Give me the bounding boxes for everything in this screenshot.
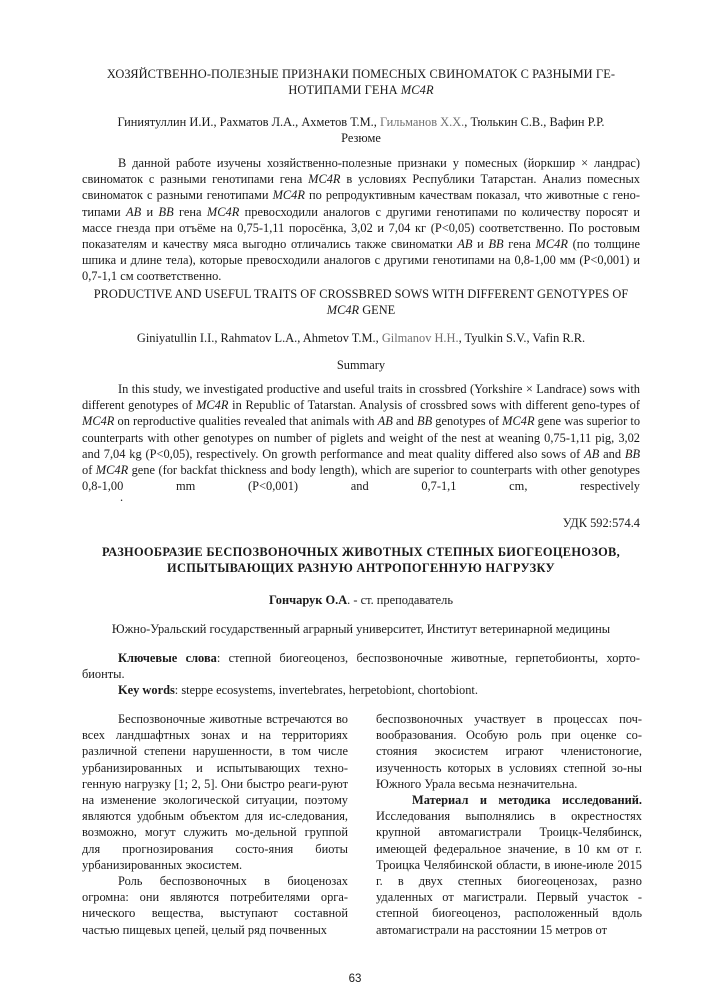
italic-term: MC4R: [272, 188, 305, 203]
article1-authors-en: [82, 330, 640, 346]
gene-name: MC4R: [400, 83, 434, 98]
italic-term: MC4R: [502, 414, 535, 429]
keywords-en-label: Key words: [118, 683, 175, 697]
body-paragraph: Беспозвоночные животные встречаются во всех ландшафтных зонах и на территориях различной степени нарушенности, в том числе урбанизированных и испытывающих техно-генную нагрузку [1; 2, 5]. Они быстро реаги-руют на изменение экологической ситуации, поэтому являются удобным объектом для ис-следования, возможно, могут служить мо-дельной группой для прогнозирования состо-яния биоты урбанизированных экосистем.: [82, 712, 348, 872]
keywords-en-text: : steppe ecosystems, invertebrates, herpetobiont, chortobiont.: [174, 683, 478, 697]
body-column-left: [82, 711, 348, 938]
keywords-ru: [82, 650, 640, 682]
summary-heading: Summary: [336, 358, 386, 372]
authors-text: , Тюлькин С.В., Вафин Р.Р.: [464, 115, 605, 129]
article2-title: [82, 544, 640, 576]
italic-term: AB: [126, 204, 142, 219]
highlighted-author: Gilmanov H.H.: [381, 331, 459, 345]
udk-code: УДК 592:574.4: [562, 516, 640, 530]
italic-term: MC4R: [308, 172, 341, 187]
italic-term: BB: [417, 414, 433, 429]
title-en-line2: GENE: [359, 303, 396, 318]
article2-title-line1: РАЗНООБРАЗИЕ БЕСПОЗВОНОЧНЫХ ЖИВОТНЫХ СТЕПНЫХ БИОГЕОЦЕНОЗОВ,: [101, 545, 620, 559]
article2-author: [82, 592, 640, 608]
section-text: Исследования выполнялись в окрестностях крупной автомагистрали Троицк-Челябинск, имеющей федеральное значение, в 10 км от г. Троицка Челябинской области, в июне-июле 2015 г. в двух степных биогеоценозах, разно удаленных от магистрали. Первый участок - степной биогеоценоз, расположенный вдоль автомагистрали на расстоянии 15 метров от: [376, 809, 642, 937]
italic-term: AB: [457, 237, 473, 252]
page-number: 63: [348, 973, 362, 985]
body-paragraph: [376, 792, 642, 938]
gene-name: MC4R: [326, 303, 360, 318]
italic-term: AB: [584, 446, 600, 461]
italic-term: MC4R: [535, 237, 568, 252]
italic-term: BB: [488, 237, 504, 252]
body-paragraph: Роль беспозвоночных в биоценозах огромна: они являются потребителями орга-нического вещества, выступают составной частью пищевых цепей, целый ряд почвенных: [82, 874, 348, 937]
keywords-ru-text: : степной биогеоценоз, беспозвоночные животные, герпетобионты, хорто-бионты.: [82, 651, 640, 682]
body-column-right: [376, 711, 642, 938]
article2-title-line2: ИСПЫТЫВАЮЩИХ РАЗНУЮ АНТРОПОГЕННУЮ НАГРУЗКУ: [167, 561, 555, 576]
title-ru-line1: ХОЗЯЙСТВЕННО-ПОЛЕЗНЫЕ ПРИЗНАКИ ПОМЕСНЫХ СВИНОМАТОК С РАЗНЫМИ ГЕ-: [106, 67, 616, 81]
italic-term: AB: [377, 414, 393, 429]
body-paragraph: беспозвоночных участвует в процессах поч-вообразования. Особую роль при оценке со-стояния экосистем играют членистоногие, изученность которых в условиях степной зо-ны Южного Урала весьма незначительна.: [376, 712, 642, 791]
italic-term: MC4R: [95, 463, 129, 478]
affiliation: Южно-Уральский государственный аграрный университет, Институт ветеринарной медицины: [111, 622, 611, 636]
author-role: . - ст. преподаватель: [347, 593, 453, 607]
abstract-ru: В данной работе изучены хозяйственно-полезные признаки у помесных (йоркшир × ландрас) свиноматок с разными генотипами гена MC4R в условиях Республики Татарстан. Анализ помесных свиноматок с разными генотипами MC4R по репродуктивным качествам показал, что животные с гено-типами AB и BB гена MC4R превосходили аналогов с другими генотипами по количеству поросят и массе гнезда при отъёме на 0,75-1,11 поросёнка, 3,02 и 7,04 кг (P<0,05) соответственно. По ростовым показателям и качеству мяса выгодно отличались также свиноматки AB и BB гена MC4R (по толщине шпика и длине тела), которые превосходили аналогов с другими генотипами на 0,8-1,00 мм (P<0,001) и 0,7-1,1 см соответственно.: [82, 156, 641, 284]
author-name: Гончарук О.А: [269, 593, 348, 607]
authors-text: Гиниятуллин И.И., Рахматов Л.А., Ахметов Т.М.,: [117, 115, 380, 129]
italic-term: MC4R: [82, 414, 115, 429]
italic-term: MC4R: [206, 204, 240, 219]
abstract-en: In this study, we investigated productive and useful traits in crossbred (Yorkshire × Landrace) sows with different genotypes of MC4R in Republic of Tatarstan. Analysis of crossbred sows with different geno-types of MC4R on reproductive qualities revealed that animals with AB and BB genotypes of MC4R gene was superior to counterparts with other genotypes on number of piglets and weight of the nest at weaning 0,75-1,11 pig, 3,02 and 7,04 kg (P<0,05), respectively. On growth performance and meat quality differed also sows of AB and BB of MC4R gene (for backfat thickness and body length), which are superior to counterparts with other genotypes 0,8-1,00 mm (P<0,001) and 0,7-1,1 cm, respectively: [82, 382, 641, 494]
trailing-dot: .: [120, 490, 124, 504]
keywords-ru-label: Ключевые слова: [118, 651, 217, 665]
italic-term: MC4R: [196, 398, 229, 413]
italic-term: BB: [158, 204, 174, 219]
rezume-heading: Резюме: [341, 131, 381, 145]
article1-title-en: [82, 286, 640, 318]
section-heading: Материал и методика исследований.: [412, 793, 642, 808]
article1-title-ru: [82, 66, 640, 98]
authors-text: , Tyulkin S.V., Vafin R.R.: [458, 331, 586, 345]
italic-term: BB: [624, 446, 641, 461]
title-en-line1: PRODUCTIVE AND USEFUL TRAITS OF CROSSBRED SOWS WITH DIFFERENT GENOTYPES OF: [93, 287, 629, 301]
title-ru-line2: НОТИПАМИ ГЕНА: [288, 83, 401, 98]
highlighted-author: Гильманов Х.Х.: [379, 115, 465, 129]
authors-text: Giniyatullin I.I., Rahmatov L.A., Ahmetov T.M.,: [136, 331, 382, 345]
keywords-en: [82, 682, 640, 698]
article1-authors-ru: [82, 114, 640, 130]
